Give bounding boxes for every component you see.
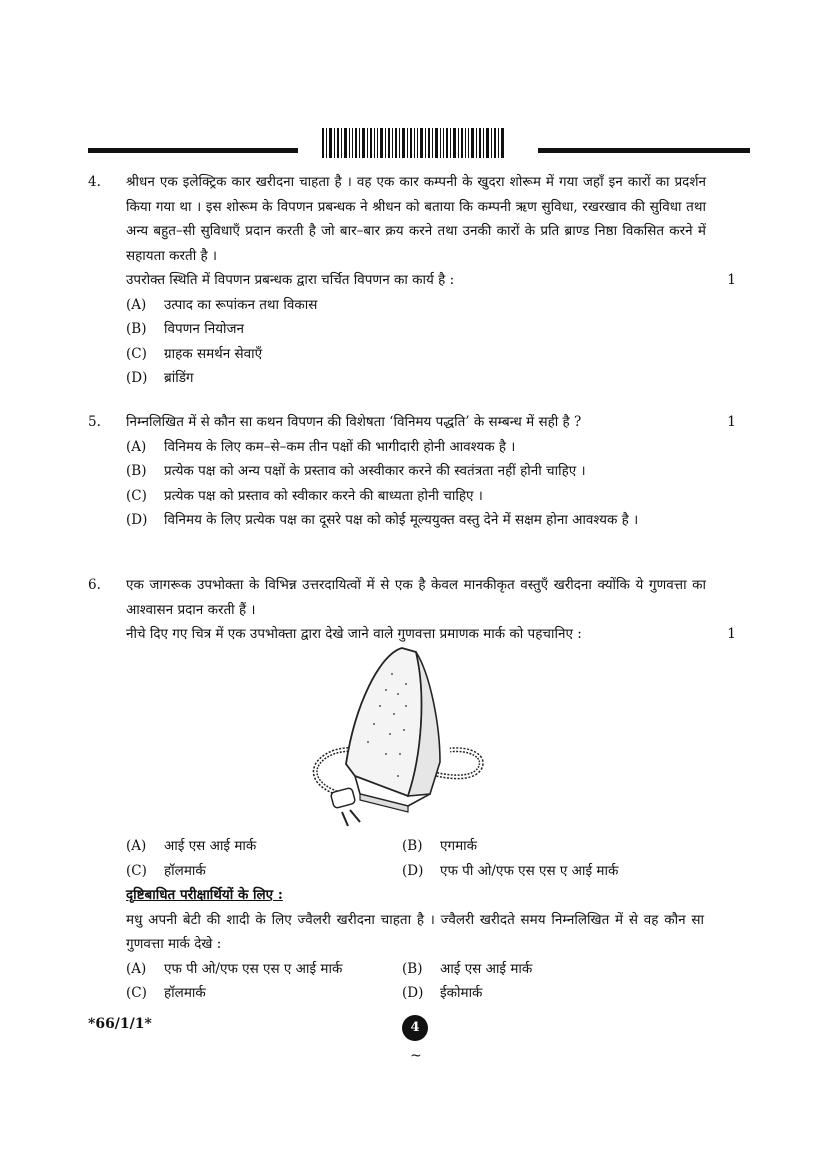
option-label: (A)	[126, 438, 147, 455]
marks: 1	[727, 272, 736, 288]
question-number: 5.	[88, 414, 101, 430]
option-text: ब्रांडिंग	[164, 370, 194, 386]
option-label: (A)	[126, 296, 147, 313]
question-4	[88, 170, 748, 391]
option-label: (B)	[126, 463, 147, 479]
option-text: विनिमय के लिए प्रत्येक पक्ष का दूसरे पक्ष को कोई मूल्ययुक्त वस्तु देने में सक्षम होना आवश्यक है ।	[164, 512, 639, 528]
option-row	[126, 957, 704, 982]
question-number: 6.	[88, 577, 101, 593]
option-row	[126, 859, 704, 884]
vi-option-d	[402, 981, 678, 1006]
option-row	[126, 981, 704, 1006]
option-row	[126, 834, 704, 859]
option-text: एगमार्क	[440, 838, 478, 854]
option-c	[126, 484, 706, 509]
option-text: आई एस आई मार्क	[164, 838, 257, 854]
option-label: (B)	[126, 321, 147, 337]
option-label: (C)	[126, 487, 147, 504]
option-label: (B)	[402, 838, 423, 854]
option-text: एफ पी ओ/एफ एस एस ए आई मार्क	[440, 862, 619, 879]
option-b	[402, 834, 678, 859]
option-text: ग्राहक समर्थन सेवाएँ	[164, 345, 263, 362]
option-label: (A)	[126, 960, 147, 977]
visually-impaired-question: मधु अपनी बेटी की शादी के लिए ज्वैलरी खरीदना चाहता है । ज्वैलरी खरीदते समय निम्नलिखित में से वह कौन सा गुणवत्ता मार्क देखे :	[126, 911, 704, 952]
option-text: हॉलमार्क	[164, 862, 206, 879]
option-text: ईकोमार्क	[440, 985, 483, 1001]
option-c	[126, 859, 402, 884]
option-d	[126, 366, 706, 391]
option-text: विनिमय के लिए कम–से–कम तीन पक्षों की भागीदारी होनी आवश्यक है ।	[164, 438, 516, 455]
page-number: 4	[402, 1015, 428, 1041]
header-rule-right	[538, 148, 750, 153]
option-d	[402, 859, 678, 884]
option-label: (D)	[402, 985, 424, 1001]
option-text: प्रत्येक पक्ष को प्रस्ताव को स्वीकार करने की बाध्यता होनी चाहिए ।	[164, 487, 483, 504]
option-label: (A)	[126, 838, 147, 854]
marks: 1	[727, 414, 736, 430]
option-label: (C)	[126, 985, 147, 1001]
question-text: श्रीधन एक इलेक्ट्रिक कार खरीदना चाहता है । वह एक कार कम्पनी के खुदरा शोरूम में गया जहाँ इन कारों का प्रदर्शन किया गया था । इस शोरूम के विपणन प्रबन्धक ने श्रीधन को बताया कि कम्पनी ऋण सुविधा, रखरखाव की सुविधा तथा अन्य बहुत–सी सुविधाएँ प्रदान करती है जो बार–बार क्रय करने तथा उनकी कारों के प्रति ब्राण्ड निष्ठा विकसित करने में सहायता करती है ।	[126, 174, 706, 264]
option-text: हॉलमार्क	[164, 985, 206, 1001]
question-6-options	[88, 834, 748, 1006]
option-b	[126, 317, 706, 342]
iron-illustration	[300, 644, 490, 834]
question-text: निम्नलिखित में से कौन सा कथन विपणन की विशेषता ‘विनिमय पद्धति’ के सम्बन्ध में सही है ?	[126, 414, 582, 430]
paper-code: *66/1/1*	[88, 1016, 152, 1032]
option-text: प्रत्येक पक्ष को अन्य पक्षों के प्रस्ताव को अस्वीकार करने की स्वतंत्रता नहीं होनी चाहिए ।	[164, 463, 586, 479]
option-label: (D)	[402, 862, 424, 879]
option-b	[126, 459, 706, 484]
option-label: (D)	[126, 512, 148, 528]
barcode-icon	[322, 128, 506, 158]
question-number: 4.	[88, 174, 101, 190]
footer-tilde: ~	[410, 1048, 422, 1064]
option-a	[126, 834, 402, 859]
header-rule-left	[88, 148, 298, 153]
option-d	[126, 508, 706, 533]
vi-option-b	[402, 957, 678, 982]
option-label: (C)	[126, 345, 147, 362]
option-text: उत्पाद का रूपांकन तथा विकास	[164, 296, 318, 313]
question-prompt: उपरोक्त स्थिति में विपणन प्रबन्धक द्वारा चर्चित विपणन का कार्य है :	[126, 272, 455, 288]
question-text: एक जागरूक उपभोक्ता के विभिन्न उत्तरदायित्वों में से एक है केवल मानकीकृत वस्तुएँ खरीदना क्योंकि ये गुणवत्ता का आश्वासन प्रदान करती हैं ।	[126, 577, 706, 618]
vi-option-a	[126, 957, 402, 982]
option-text: आई एस आई मार्क	[440, 960, 533, 977]
question-prompt: नीचे दिए गए चित्र में एक उपभोक्ता द्वारा देखे जाने वाले गुणवत्ता प्रमाणक मार्क को पहचानिए :	[126, 626, 582, 642]
option-label: (C)	[126, 862, 147, 879]
option-a	[126, 435, 706, 460]
vi-option-c	[126, 981, 402, 1006]
visually-impaired-heading: दृष्टिबाधित परीक्षार्थियों के लिए :	[126, 887, 283, 903]
option-c	[126, 342, 706, 367]
option-label: (D)	[126, 370, 148, 386]
option-text: एफ पी ओ/एफ एस एस ए आई मार्क	[164, 960, 343, 977]
marks: 1	[727, 626, 736, 642]
option-label: (B)	[402, 960, 423, 977]
option-a	[126, 293, 706, 318]
question-5	[88, 410, 748, 533]
option-text: विपणन नियोजन	[164, 321, 245, 337]
question-6	[88, 573, 748, 647]
